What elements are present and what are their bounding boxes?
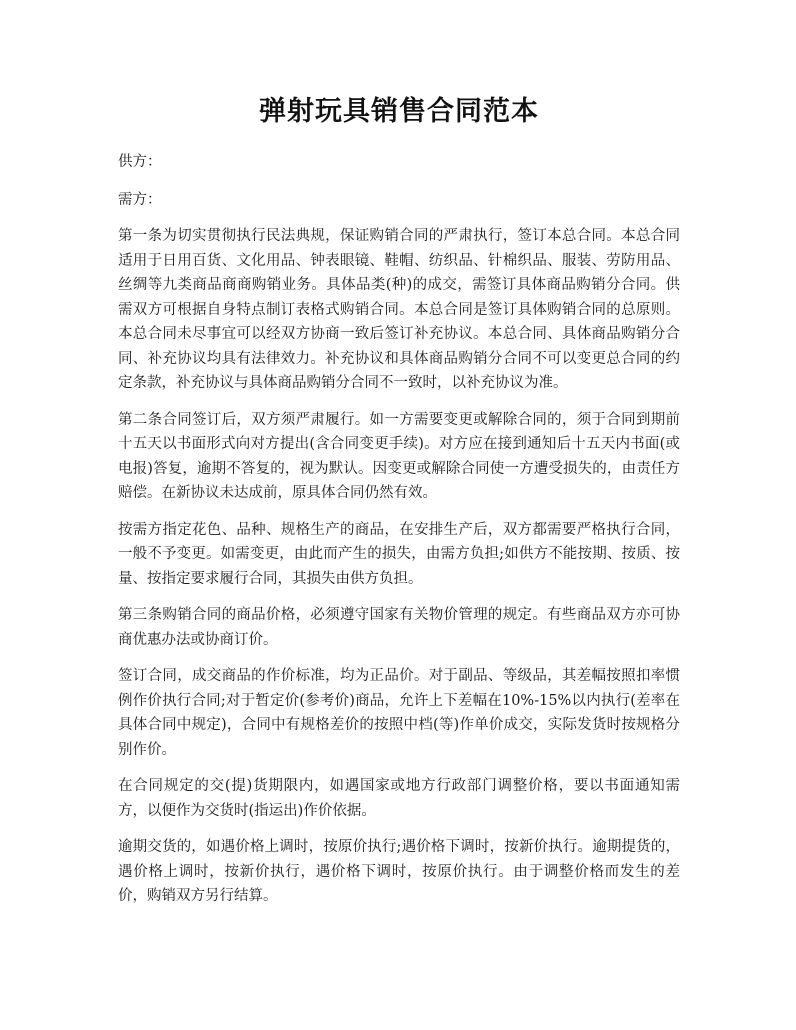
supplier-label: 供方： <box>118 154 162 170</box>
page-title: 弹射玩具销售合同范本 <box>259 96 539 127</box>
paragraph-custom-order: 按需方指定花色、品种、规格生产的商品，在安排生产后，双方都需要严格执行合同，一般不予变更。如需变更，由此而产生的损失，由需方负担;如供方不能按期、按质、按量、按指定要求履行合同，其损失由供方负担。 <box>118 521 680 587</box>
paragraph-article-3: 第三条购销合同的商品价格，必须遵守国家有关物价管理的规定。有些商品双方亦可协商优惠办法或协商订价。 <box>118 607 680 648</box>
paragraph-article-2: 第二条合同签订后，双方须严肃履行。如一方需要变更或解除合同的，须于合同到期前十五天以书面形式向对方提出(含合同变更手续)。对方应在接到通知后十五天内书面(或电报)答复，逾期不答复的，视为默认。因变更或解除合同使一方遭受损失的，由责任方赔偿。在新协议未达成前，原具体合同仍然有效。 <box>118 411 680 501</box>
paragraph-price-adjustment: 在合同规定的交(提)货期限内，如遇国家或地方行政部门调整价格，要以书面通知需方，以便作为交货时(指运出)作价依据。 <box>118 778 680 819</box>
paragraph-late-delivery: 逾期交货的，如遇价格上调时，按原价执行;遇价格下调时，按新价执行。逾期提货的，遇价格上调时，按新价执行，遇价格下调时，按原价执行。由于调整价格而发生的差价，购销双方另行结算。 <box>118 839 680 904</box>
document-body <box>118 224 680 909</box>
paragraph-article-1: 第一条为切实贯彻执行民法典规，保证购销合同的严肃执行，签订本总合同。本总合同适用于日用百货、文化用品、钟表眼镜、鞋帽、纺织品、针棉织品、服装、劳防用品、丝绸等九类商品商商购销业务。具体品类(种)的成交，需签订具体商品购销分合同。供需双方可根据自身特点制订表格式购销合同。本总合同是签订具体购销合同的总原则。本总合同未尽事宜可以经双方协商一致后签订补充协议。本总合同、具体商品购销分合同、补充协议均具有法律效力。补充协议和具体商品购销分合同不可以变更总合同的约定条款，补充协议与具体商品购销分合同不一致时，以补充协议为准。 <box>118 228 680 391</box>
buyer-label: 需方： <box>118 192 162 208</box>
paragraph-pricing-standard: 签订合同，成交商品的作价标准，均为正品价。对于副品、等级品，其差幅按照扣率惯例作价执行合同;对于暂定价(参考价)商品，允许上下差幅在10%-15%以内执行(差率在具体合同中规定)，合同中有规格差价的按照中档(等)作单价成交，实际发货时按规格分别作价。 <box>118 668 680 758</box>
